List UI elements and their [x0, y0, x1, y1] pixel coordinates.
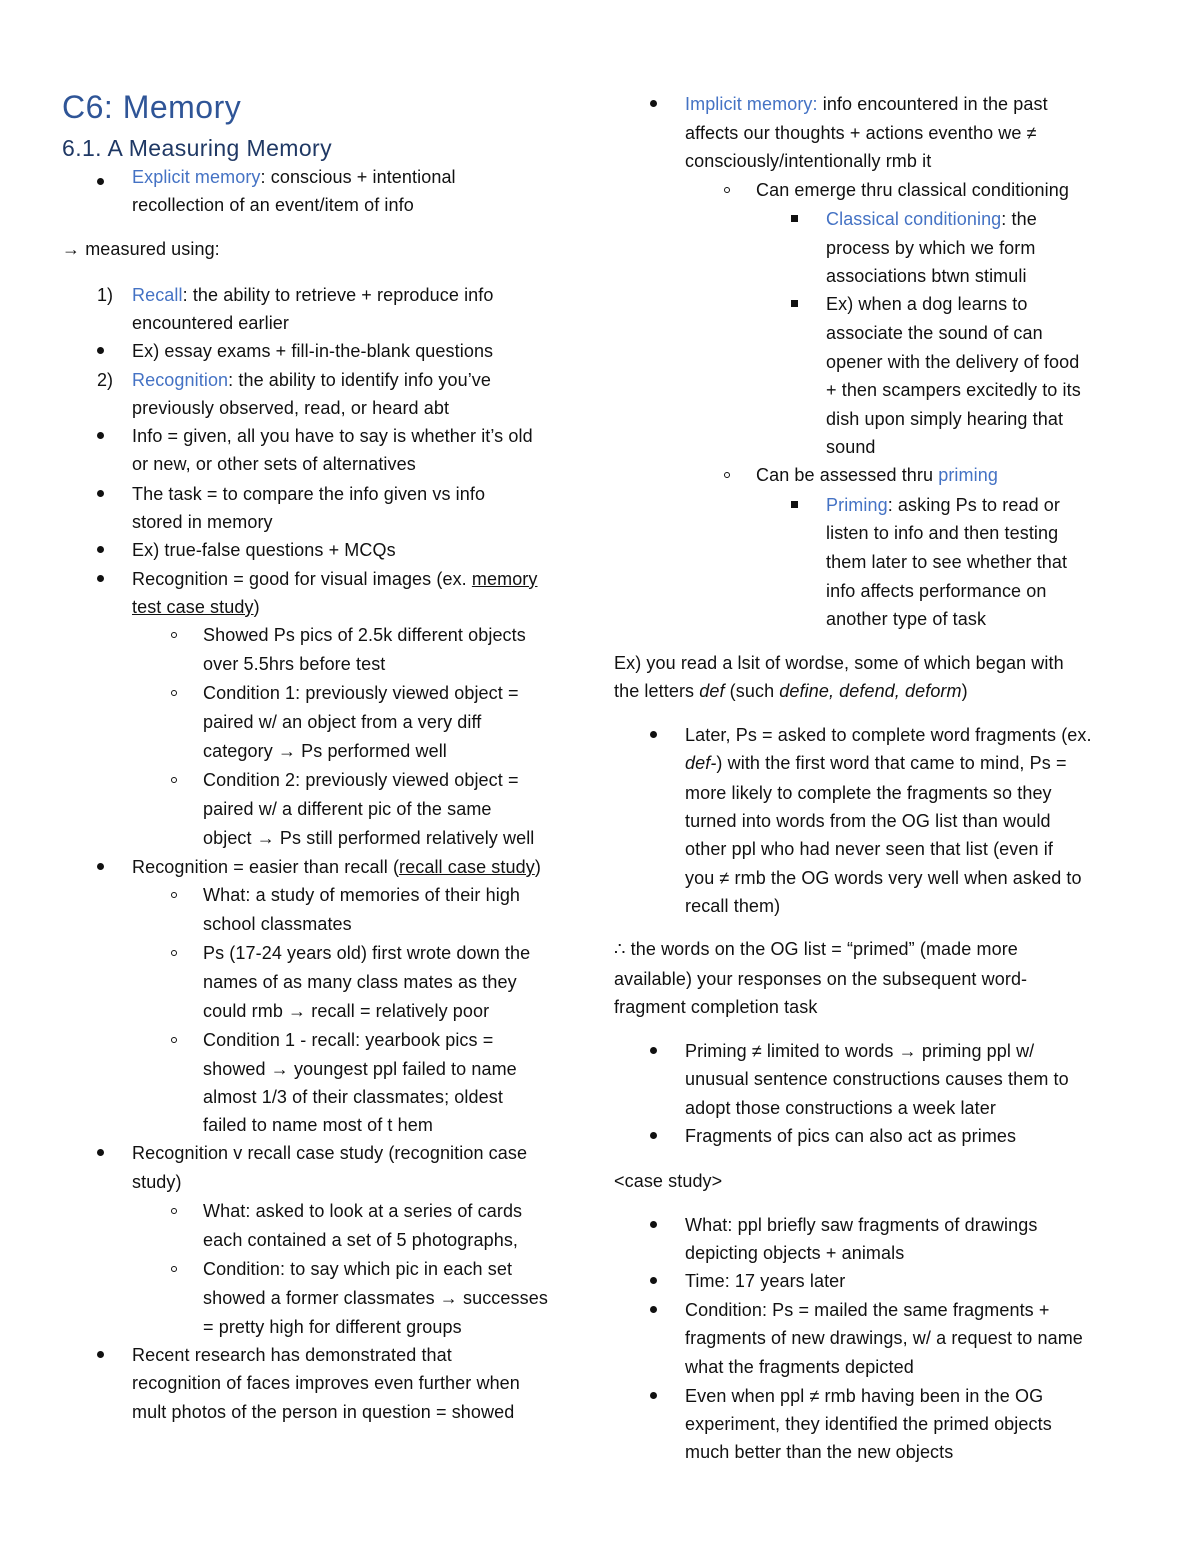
arrow-icon: →	[62, 239, 81, 259]
easier-line	[132, 853, 541, 881]
cond1-line-3: category → Ps performed well	[203, 741, 447, 761]
visual-close: )	[253, 597, 260, 617]
priming-limited-line-1: Priming ≠ limited to words → priming ppl w/	[685, 1041, 1035, 1061]
priming-link: priming	[938, 465, 998, 485]
implicit-term: Implicit memory:	[685, 94, 818, 114]
assessed-text: Can be assessed thru	[756, 465, 939, 485]
cc-def: : the	[1001, 209, 1037, 229]
measured-line	[62, 235, 220, 263]
rvr-line-2: study)	[132, 1172, 182, 1192]
explicit-def: : conscious + intentional	[260, 167, 456, 187]
explicit-line-2: recollection of an event/item of info	[132, 195, 414, 215]
ex-text-c: )	[961, 681, 968, 701]
priming-line-3: them later to see whether that	[826, 552, 1068, 572]
recall-term: Recall	[132, 285, 183, 305]
even-line-2: experiment, they identified the primed objects	[685, 1414, 1052, 1434]
later-line-5: other ppl who had never seen that list (even if	[685, 839, 1053, 859]
circle-bullet-icon	[171, 690, 177, 696]
circle-bullet-icon	[724, 472, 730, 478]
later-def: def-	[685, 753, 717, 773]
bullet-icon	[650, 1047, 657, 1054]
recent-line-3: mult photos of the person in question = showed	[132, 1402, 515, 1422]
dog-line-6: sound	[826, 437, 876, 457]
showed-line-2: over 5.5hrs before test	[203, 654, 386, 674]
recognition-term: Recognition	[132, 370, 229, 390]
bullet-icon	[97, 490, 104, 497]
later-line-3: more likely to complete the fragments so they	[685, 783, 1052, 803]
tf-line: Ex) true-false questions + MCQs	[132, 540, 396, 560]
bullet-icon	[650, 100, 657, 107]
ex-words: define, defend, deform	[779, 681, 962, 701]
priming-line-5: another type of task	[826, 609, 987, 629]
bullet-icon	[97, 575, 104, 582]
recognition-line-2: previously observed, read, or heard abt	[132, 398, 450, 418]
dog-line-2: associate the sound of can	[826, 323, 1043, 343]
cond-recall-line-1: Condition 1 - recall: yearbook pics =	[203, 1030, 494, 1050]
square-bullet-icon	[791, 501, 798, 508]
cc-line-1	[826, 205, 1037, 233]
cond-recall-line-4: failed to name most of t hem	[203, 1115, 433, 1135]
recall-line-1	[132, 281, 494, 309]
assessed-line	[756, 461, 998, 489]
ps-line-3: could rmb → recall = relatively poor	[203, 1001, 490, 1021]
easier-close: )	[534, 857, 541, 877]
classical-conditioning-term: Classical conditioning	[826, 209, 1002, 229]
info-line-2: or new, or other sets of alternatives	[132, 454, 416, 474]
explicit-line-1	[132, 163, 456, 191]
easier-link: recall case study	[399, 857, 535, 877]
priming-def: : asking Ps to read or	[887, 495, 1061, 515]
condition-line-3: = pretty high for different groups	[203, 1317, 462, 1337]
dog-line-5: dish upon simply hearing that	[826, 409, 1064, 429]
implicit-def: info encountered in the past	[817, 94, 1048, 114]
even-line-1: Even when ppl ≠ rmb having been in the OG	[685, 1386, 1044, 1406]
case-what-line-2: depicting objects + animals	[685, 1243, 905, 1263]
cc-line-2: process by which we form	[826, 238, 1036, 258]
list-number: 1)	[97, 285, 114, 305]
section-heading: 6.1. A Measuring Memory	[62, 135, 332, 161]
priming-line-4: info affects performance on	[826, 581, 1047, 601]
priming-limited-line-2: unusual sentence constructions causes them to	[685, 1069, 1069, 1089]
recognition-def: : the ability to identify info you’ve	[228, 370, 492, 390]
what1-line-1: What: a study of memories of their high	[203, 885, 521, 905]
time-line: Time: 17 years later	[685, 1271, 846, 1291]
bullet-icon	[650, 1132, 657, 1139]
bullet-icon	[97, 863, 104, 870]
priming-line-1	[826, 491, 1060, 519]
easier-text: Recognition = easier than recall (	[132, 857, 400, 877]
visual-line-2	[132, 593, 260, 621]
ps-line-1: Ps (17-24 years old) first wrote down the	[203, 943, 531, 963]
dog-line-4: + then scampers excitedly to its	[826, 380, 1081, 400]
circle-bullet-icon	[171, 777, 177, 783]
implicit-line-1	[685, 90, 1048, 118]
rvr-line-1: Recognition v recall case study (recognition case	[132, 1143, 528, 1163]
essay-line: Ex) essay exams + fill-in-the-blank questions	[132, 341, 494, 361]
implicit-line-2: affects our thoughts + actions eventho we ≠	[685, 123, 1037, 143]
therefore-line-3: fragment completion task	[614, 997, 818, 1017]
circle-bullet-icon	[171, 1266, 177, 1272]
priming-limited-line-3: adopt those constructions a week later	[685, 1098, 996, 1118]
implicit-line-3: consciously/intentionally rmb it	[685, 151, 932, 171]
case-condition-line-1: Condition: Ps = mailed the same fragments +	[685, 1300, 1050, 1320]
later-line-2	[685, 749, 1067, 777]
bullet-icon	[97, 1351, 104, 1358]
bullet-icon	[97, 546, 104, 553]
dog-line-3: opener with the delivery of food	[826, 352, 1080, 372]
bullet-icon	[97, 1149, 104, 1156]
page-title: C6: Memory	[62, 89, 242, 125]
case-what-line-1: What: ppl briefly saw fragments of drawings	[685, 1215, 1038, 1235]
measured-text: measured using:	[80, 239, 220, 259]
what2-line-2: each contained a set of 5 photographs,	[203, 1230, 519, 1250]
bullet-icon	[97, 347, 104, 354]
ex-text-a: the letters	[614, 681, 700, 701]
bullet-icon	[650, 1221, 657, 1228]
later-line-1: Later, Ps = asked to complete word fragments (ex.	[685, 725, 1092, 745]
recent-line-2: recognition of faces improves even further when	[132, 1373, 520, 1393]
circle-bullet-icon	[171, 1208, 177, 1214]
therefore-line-2: available) your responses on the subsequent word-	[614, 969, 1028, 989]
explicit-term: Explicit memory	[132, 167, 261, 187]
bullet-icon	[650, 731, 657, 738]
later-line-7: recall them)	[685, 896, 781, 916]
what2-line-1: What: asked to look at a series of cards	[203, 1201, 523, 1221]
ex-line-1: Ex) you read a lsit of wordse, some of which began with	[614, 653, 1064, 673]
dog-line-1: Ex) when a dog learns to	[826, 294, 1028, 314]
what1-line-2: school classmates	[203, 914, 352, 934]
even-line-3: much better than the new objects	[685, 1442, 954, 1462]
circle-bullet-icon	[171, 950, 177, 956]
cond1-line-2: paired w/ an object from a very diff	[203, 712, 482, 732]
cond2-line-2: paired w/ a different pic of the same	[203, 799, 492, 819]
info-line-1: Info = given, all you have to say is whether it’s old	[132, 426, 533, 446]
condition-line-2: showed a former classmates → successes	[203, 1288, 548, 1308]
ex-text-b: (such	[724, 681, 780, 701]
later-line-6: you ≠ rmb the OG words very well when asked to	[685, 868, 1082, 888]
bullet-icon	[97, 432, 104, 439]
circle-bullet-icon	[171, 892, 177, 898]
bullet-icon	[650, 1392, 657, 1399]
square-bullet-icon	[791, 300, 798, 307]
visual-line-1	[132, 565, 538, 593]
cond2-line-3: object → Ps still performed relatively well	[203, 828, 535, 848]
later-line-4: turned into words from the OG list than would	[685, 811, 1051, 831]
emerge-line: Can emerge thru classical conditioning	[756, 180, 1069, 200]
priming-line-2: listen to info and then testing	[826, 523, 1059, 543]
condition-line-1: Condition: to say which pic in each set	[203, 1259, 513, 1279]
therefore-line-1: ∴ the words on the OG list = “primed” (made more	[614, 939, 1018, 959]
bullet-icon	[650, 1277, 657, 1284]
recognition-line-1	[132, 366, 491, 394]
ex-line-2	[614, 677, 968, 705]
cond-recall-line-3: almost 1/3 of their classmates; oldest	[203, 1087, 503, 1107]
recall-line-2: encountered earlier	[132, 313, 290, 333]
case-condition-line-2: fragments of new drawings, w/ a request to name	[685, 1328, 1083, 1348]
later-text: ) with the first word that came to mind, Ps =	[716, 753, 1067, 773]
cond-recall-line-2: showed → youngest ppl failed to name	[203, 1059, 517, 1079]
list-number: 2)	[97, 370, 114, 390]
visual-text: Recognition = good for visual images (ex.	[132, 569, 472, 589]
showed-line-1: Showed Ps pics of 2.5k different objects	[203, 625, 526, 645]
circle-bullet-icon	[171, 632, 177, 638]
visual-link-2: test case study	[132, 597, 254, 617]
fragments-line: Fragments of pics can also act as primes	[685, 1126, 1017, 1146]
bullet-icon	[650, 1306, 657, 1313]
bullet-icon	[97, 178, 104, 185]
visual-link: memory	[471, 569, 538, 589]
cc-line-3: associations btwn stimuli	[826, 266, 1027, 286]
case-study-heading: <case study>	[614, 1171, 723, 1191]
task-line-1: The task = to compare the info given vs info	[132, 484, 486, 504]
square-bullet-icon	[791, 215, 798, 222]
priming-term: Priming	[826, 495, 888, 515]
circle-bullet-icon	[171, 1037, 177, 1043]
case-condition-line-3: what the fragments depicted	[685, 1357, 914, 1377]
ex-def: def	[699, 681, 725, 701]
ps-line-2: names of as many class mates as they	[203, 972, 517, 992]
cond2-line-1: Condition 2: previously viewed object =	[203, 770, 519, 790]
task-line-2: stored in memory	[132, 512, 273, 532]
recent-line-1: Recent research has demonstrated that	[132, 1345, 452, 1365]
recall-def: : the ability to retrieve + reproduce info	[182, 285, 494, 305]
circle-bullet-icon	[724, 187, 730, 193]
cond1-line-1: Condition 1: previously viewed object =	[203, 683, 519, 703]
